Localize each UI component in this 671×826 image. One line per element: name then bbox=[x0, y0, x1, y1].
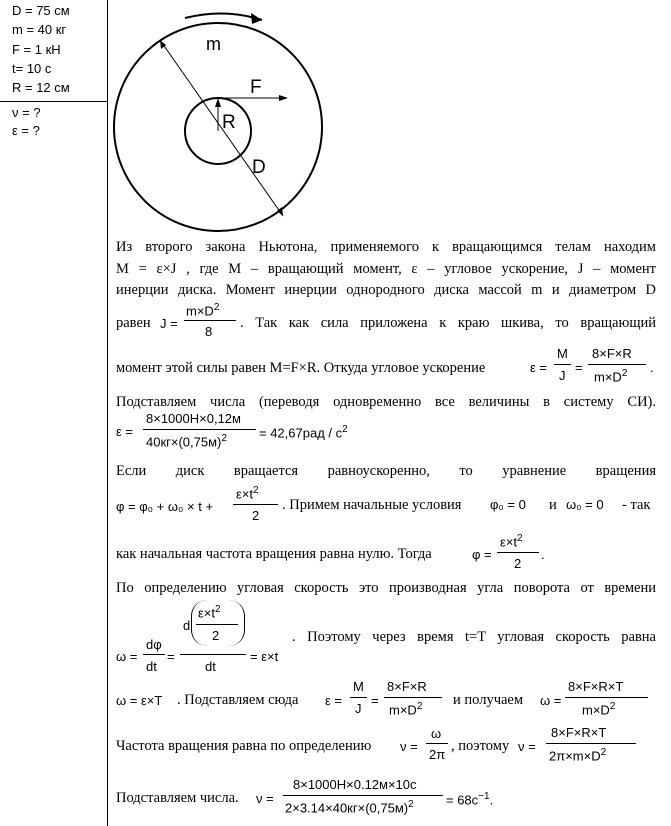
text-line: Если диск вращается равноускоренно, то уравнение вращения bbox=[116, 463, 656, 479]
given-time: t= 10 с bbox=[12, 61, 52, 76]
formula-eps-den2-text: m×D bbox=[594, 369, 622, 385]
fraction-bar bbox=[350, 697, 367, 698]
formula-om-in-num: $\varepsilon\times t^2$ bbox=[198, 604, 221, 621]
formula-phi-num-text: ε×t bbox=[236, 486, 253, 502]
formula-eps-den: J bbox=[559, 368, 566, 383]
fraction-bar bbox=[143, 654, 165, 655]
formula-phi2-den: 2 bbox=[514, 556, 522, 571]
formula-J-num-text: m×D bbox=[186, 303, 214, 319]
fraction-bar bbox=[384, 697, 442, 698]
fraction-bar bbox=[233, 504, 278, 505]
find-acceleration: ε = ? bbox=[12, 123, 40, 138]
formula-phi2-num: $\varepsilon\times t^2$ bbox=[500, 533, 523, 550]
text-line: равен bbox=[116, 315, 151, 331]
formula-num-res-text: = 42,67рад / с bbox=[259, 425, 343, 441]
text-line: Из второго закона Ньютона, применяемого к вращающимся телам находим bbox=[116, 239, 656, 255]
given-mass: m = 40 кг bbox=[12, 22, 67, 37]
formula-nu2-den-text: 2π×m×D bbox=[549, 748, 601, 764]
formula-fin-res-text: = 68с bbox=[446, 792, 479, 808]
formula-num-den: $40кг\times(0,75м)^2$ bbox=[146, 433, 227, 450]
formula-omega0: ω₀ = 0 bbox=[566, 497, 604, 512]
formula-om-d: d bbox=[183, 618, 191, 633]
formula-om-in-num-text: ε×t bbox=[198, 605, 215, 621]
formula-num-lhs: ε = bbox=[116, 424, 133, 439]
fraction-bar bbox=[426, 743, 448, 744]
text-line: Частота вращения равна по определению bbox=[116, 738, 372, 754]
fraction-bar bbox=[184, 320, 236, 321]
formula-om2: ω = ε×T bbox=[116, 693, 163, 708]
formula-phi0: φ₀ = 0 bbox=[490, 497, 526, 512]
text-line: . Подставляем сюда bbox=[177, 692, 299, 708]
formula-J-den: 8 bbox=[205, 324, 213, 339]
fraction-bar bbox=[565, 697, 648, 698]
formula-num-num: 8×1000Н×0,12м bbox=[146, 411, 241, 426]
formula-phi2-lhs: φ = bbox=[472, 547, 492, 562]
text-line: , поэтому bbox=[451, 738, 510, 754]
given-diameter: D = 75 см bbox=[12, 3, 70, 18]
text-line: . Поэтому через время t=T угловая скорость равна bbox=[292, 629, 656, 645]
period: . bbox=[541, 547, 545, 562]
formula-nu2-den: $2\pi\times m\times D^2$ bbox=[549, 747, 607, 764]
fraction-bar bbox=[497, 552, 539, 553]
formula-eps2-den2: $m\times D^2$ bbox=[389, 701, 423, 718]
formula-nu-lhs: ν = bbox=[400, 739, 418, 754]
formula-num-res: = $42,67рад / с^2$ bbox=[259, 424, 348, 441]
formula-phi: φ = φ₀ + ω₀ × t + bbox=[116, 499, 214, 514]
fraction-bar bbox=[283, 795, 443, 796]
radius-label: R bbox=[222, 112, 236, 133]
text-line: как начальная частота вращения равна нулю. Тогда bbox=[116, 546, 432, 562]
mass-label: m bbox=[206, 34, 221, 54]
formula-fin-num: 8×1000Н×0.12м×10с bbox=[293, 777, 417, 792]
text-line: инерции диска. Момент инерции однородного диска массой m и диаметром D bbox=[116, 282, 656, 298]
formula-num-den-text: 40кг×(0,75м) bbox=[146, 434, 222, 450]
formula-eps-eq: = bbox=[575, 360, 583, 375]
fraction-bar bbox=[196, 624, 238, 625]
formula-eps-num2: 8×F×R bbox=[592, 346, 632, 361]
text-line: По определению угловая скорость это производная угла поворота от времени bbox=[116, 580, 656, 596]
formula-om-res: = ε×t bbox=[250, 649, 279, 664]
formula-fin-den: $2\times 3.14\times 40кг\times(0,75м)^2$ bbox=[285, 799, 414, 816]
fraction-bar bbox=[143, 429, 256, 430]
formula-fin-lhs: ν = bbox=[256, 791, 274, 806]
formula-eps-lhs: ε = bbox=[530, 360, 547, 375]
fraction-bar bbox=[546, 743, 636, 744]
formula-eps2-num: M bbox=[353, 679, 364, 694]
fraction-bar bbox=[554, 364, 571, 365]
text-line: . Так как сила приложена к краю шкива, то вращающий bbox=[240, 315, 656, 331]
find-frequency: ν = ? bbox=[12, 105, 41, 120]
formula-eps2-num2: 8×F×R bbox=[387, 679, 427, 694]
diameter-label: D bbox=[252, 157, 266, 178]
text-line: M = ε×J , где M – вращающий момент, ε – угловое ускорение, J – момент bbox=[116, 261, 656, 277]
formula-J-num: $m\times D^2$ bbox=[186, 302, 220, 319]
formula-fin-den-text: 2×3.14×40кг×(0,75м) bbox=[285, 800, 409, 816]
formula-om3-lhs: ω = bbox=[540, 693, 562, 708]
formula-om-den: dt bbox=[146, 659, 157, 674]
formula-phi-den: 2 bbox=[252, 508, 260, 523]
formula-phi-num: $\varepsilon\times t^2$ bbox=[236, 485, 259, 502]
given-radius: R = 12 см bbox=[12, 80, 70, 95]
equals: = bbox=[167, 649, 175, 664]
formula-om3-den-text: m×D bbox=[582, 702, 610, 718]
text-line: Подставляем числа (переводя одновременно все величины в систему СИ). bbox=[116, 394, 656, 410]
formula-om-in-den: 2 bbox=[212, 628, 220, 643]
formula-nu-num: ω bbox=[431, 726, 442, 741]
formula-eps2-lhs: ε = bbox=[325, 693, 342, 708]
text-line: и получаем bbox=[453, 692, 524, 708]
formula-J-lhs: J = bbox=[160, 316, 178, 331]
fraction-bar bbox=[588, 364, 646, 365]
text-line: . Примем начальные условия bbox=[282, 497, 462, 513]
formula-om3-den: $m\times D^2$ bbox=[582, 701, 616, 718]
formula-eps2-den: J bbox=[355, 701, 362, 716]
period: . bbox=[650, 360, 654, 375]
formula-eps-num: M bbox=[557, 346, 568, 361]
formula-nu2-lhs: ν = bbox=[518, 739, 536, 754]
formula-nu-den: 2π bbox=[429, 747, 446, 762]
text-line: момент этой силы равен M=F×R. Откуда угловое ускорение bbox=[116, 360, 486, 376]
formula-om-den2: dt bbox=[205, 659, 216, 674]
formula-om-num: dφ bbox=[146, 637, 162, 652]
formula-phi2-num-text: ε×t bbox=[500, 534, 517, 550]
text-line: и bbox=[549, 497, 557, 513]
formula-nu2-num: 8×F×R×T bbox=[551, 725, 607, 740]
text-line: Подставляем числа. bbox=[116, 790, 239, 806]
formula-eps-den2: $m\times D^2$ bbox=[594, 368, 628, 385]
rotation-arrow bbox=[185, 13, 262, 20]
fraction-bar bbox=[180, 654, 246, 655]
force-label: F bbox=[250, 77, 262, 98]
given-force: F = 1 кН bbox=[12, 42, 61, 57]
formula-eps2-den2-text: m×D bbox=[389, 702, 417, 718]
formula-om-lhs: ω = bbox=[116, 649, 138, 664]
formula-fin-res: = $68с^{-1}$. bbox=[446, 791, 494, 808]
formula-om3-num: 8×F×R×T bbox=[568, 679, 624, 694]
text-line: - так bbox=[622, 497, 651, 513]
formula-eps2-eq: = bbox=[371, 693, 379, 708]
